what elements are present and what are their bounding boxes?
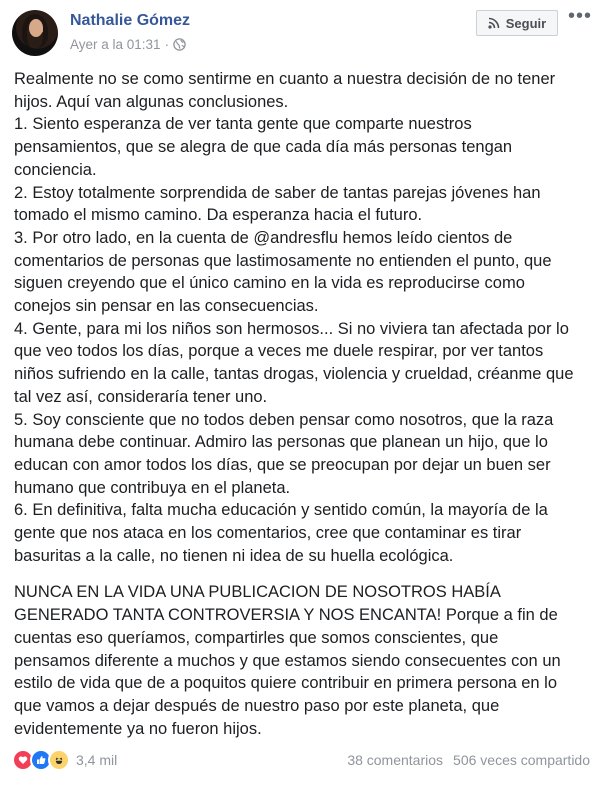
post-footer [12,749,590,771]
post-timestamp[interactable]: Ayer a la 01:31 [70,37,161,52]
post-text-line: siguen creyendo que el único camino en la vida es reproducirse como [14,274,525,293]
post-text-line: tomado el mismo camino. Da esperanza hacia el futuro. [14,206,423,225]
post-text-line: NUNCA EN LA VIDA UNA PUBLICACION DE NOSOTROS HABÍA [14,583,501,602]
post-text-line: humana debe continuar. Admiro las personas que planean un hijo, que lo [14,433,548,452]
author-avatar[interactable] [12,10,58,56]
meta-separator: · [164,37,170,52]
post-text-line: Realmente no se como sentirme en cuanto a nuestra decisión de no tener [14,70,556,88]
post-text-line: conciencia. [14,160,97,179]
post-text-line: 2. Estoy totalmente sorprendida de saber de tantas parejas jóvenes han [14,183,541,202]
post-text-line: hijos. Aquí van algunas conclusiones. [14,92,289,111]
post-text-line: niños sufriendo en la calle, tantas drogas, violencia y crueldad, créanme que [14,365,574,384]
post-text-line: 1. Siento esperanza de ver tanta gente que comparte nuestros [14,115,472,134]
haha-reaction-icon [48,749,70,771]
more-options-icon[interactable]: ••• [568,5,593,27]
post-text-line: 5. Soy consciente que no todos deben pensar como nosotros, que la raza [14,410,554,429]
post-text-line: gente que nos ataca en los comentarios, cree que contaminar es tirar [14,524,522,543]
post-text-line: comentarios de personas que lastimosamente no entienden el punto, que [14,251,552,270]
post-text-line: educan con amor todos los días, que se preocupan por dejar un buen ser [14,455,551,474]
post-paragraph-1 [14,68,590,567]
post-text-line: que vamos a dejar después de nuestro paso por este planeta, que [14,696,500,715]
post-text-line: evidentemente ya no fueron hijos. [14,719,262,738]
engagement-counts [347,752,590,768]
author-name-link[interactable]: Nathalie Gómez [70,12,191,29]
post-text-line: 4. Gente, para mi los niños son hermosos... Si no viviera tan afectada por lo [14,319,569,338]
post-text-line: humano que contribuya en el planeta. [14,478,291,497]
post-text-line: basuritas a la calle, no tienen ni idea de su huella ecológica. [14,546,454,565]
reaction-count: 3,4 mil [76,752,118,768]
post-text-line: cuentas eso queríamos, compartirles que somos conscientes, que [14,628,499,647]
comments-count-link[interactable]: 38 comentarios [347,752,444,768]
post-text-line: tal vez así, consideraría tener uno. [14,387,268,406]
post-meta [70,37,186,52]
post-paragraph-2 [14,581,590,740]
post-text-line: que veo todos los días, porque a veces me duele respirar, por ver tantos [14,342,544,361]
shares-count-link[interactable]: 506 veces compartido [453,752,590,768]
follow-button-label: Seguir [505,15,547,31]
avatar-face-shape [29,19,43,37]
post-text-line: estilo de vida que de a poquitos quiere contribuir en primera persona en lo [14,674,558,693]
reactions-summary[interactable] [12,749,117,771]
post-body [14,68,590,740]
follow-button[interactable] [476,10,558,36]
post-text-line: 6. En definitiva, falta mucha educación y sentido común, la mayoría de la [14,501,548,520]
post-text-line: GENERADO TANTA CONTROVERSIA Y NOS ENCANTA! Porque a fin de [14,606,558,625]
rss-icon [488,17,500,29]
post-text-line: 3. Por otro lado, en la cuenta de @andresflu hemos leído cientos de [14,228,513,247]
globe-icon[interactable] [173,38,186,51]
post-text-line: pensamos diferente a muchos y que estamos siendo consecuentes con un [14,651,561,670]
post-text-line: pensamientos, que se alegra de que cada día más personas tengan [14,138,513,157]
post-text-line: conejos sin pensar en las consecuencias. [14,297,319,316]
